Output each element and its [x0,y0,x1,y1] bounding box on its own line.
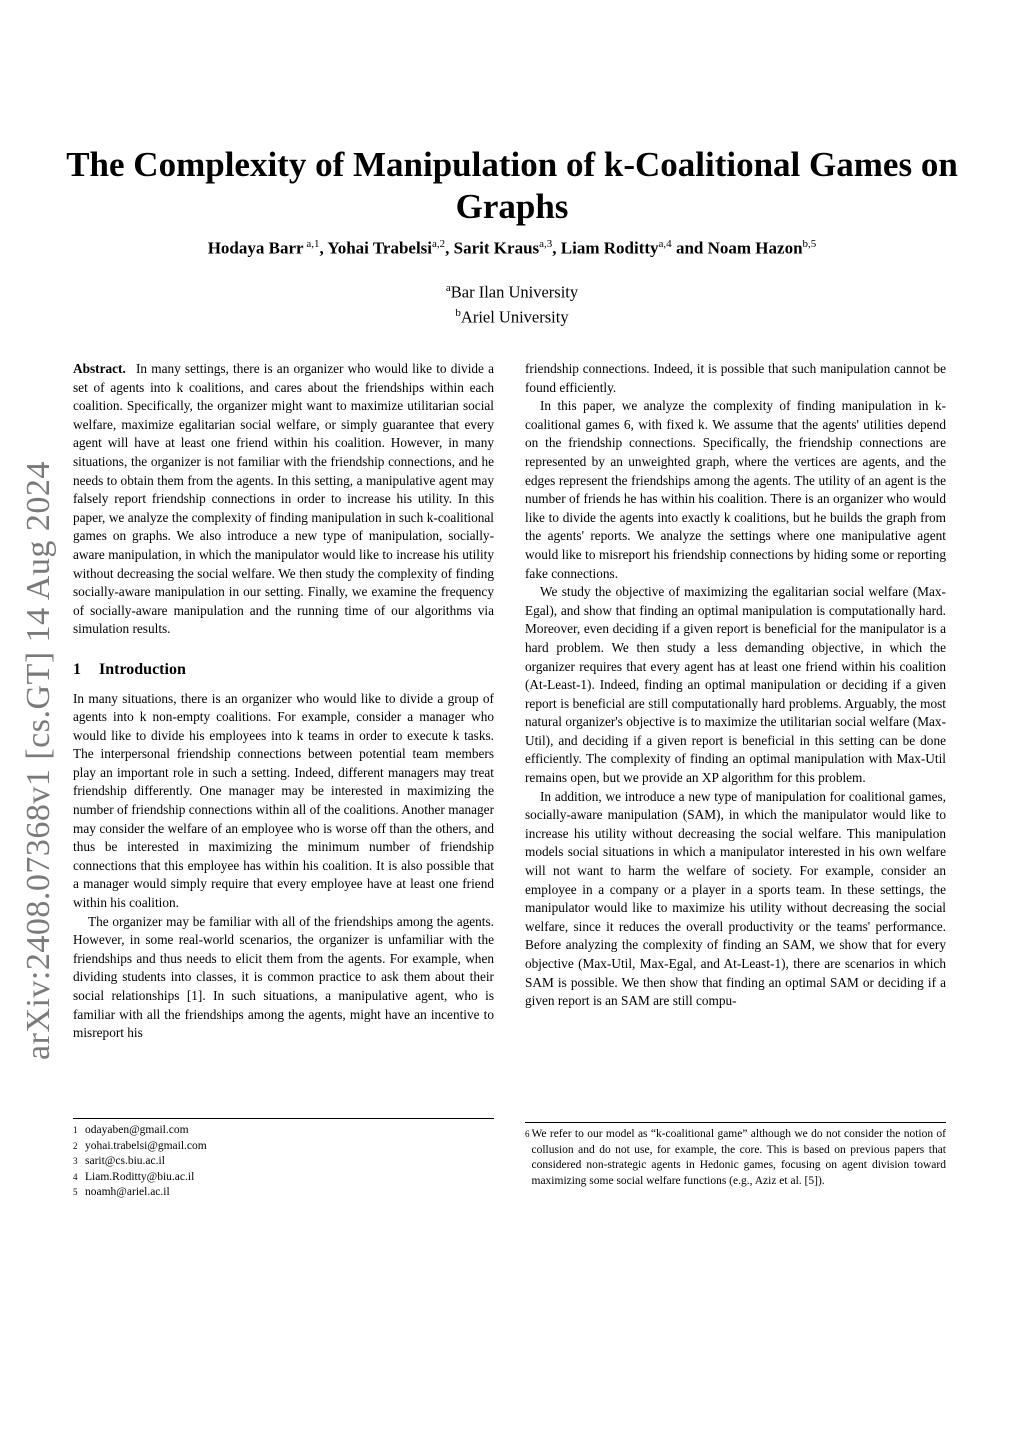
footnote-number: 5 [73,1187,78,1198]
footnote [73,1185,494,1201]
author-name: Sarit Kraus [453,238,540,258]
author-name: Noam Hazon [707,238,803,258]
footnote-number: 4 [73,1171,78,1182]
affiliation-line: $^b$Ariel University [455,306,569,326]
footnote-text: sarit@cs.biu.ac.il [85,1155,165,1168]
paper-title: The Complexity of Manipulation of k-Coalitional Games on Graphs [66,145,958,226]
paragraph: We study the objective of maximizing the egalitarian social welfare (Max-Egal), and show that finding an optimal manipulation is computationally hard. Moreover, even deciding if a given report is beneficial for the manipulator is a hard problem. We then study a less demanding objective, in which the organizer requires that every agent has at least one friend within his coalition (At-Least-1). Indeed, finding an optimal manipulation or deciding if a given report is beneficial are still computationally hard problems. Arguably, the most natural organizer's objective is to maximize the utilitarian social welfare (Max-Util), and deciding if a given report is beneficial in this setting can be done efficiently. The complexity of finding an optimal manipulation with Max-Util remains open, but we provide an XP algorithm for this problem. [525,584,946,786]
arxiv-stamp: arXiv:2408.07368v1 [cs.GT] 14 Aug 2024 [20,461,57,1060]
paragraph: In addition, we introduce a new type of manipulation for coalitional games, socially-aware manipulation (SAM), in which the manipulator would like to increase his utility without decreasing the social welfare. This manipulation models social situations in which a manipulator interested in his own welfare will not want to harm the welfare of society. For example, consider an employee in a company or a player in a sports team. In these settings, the manipulator would like to maximize his utility without decreasing the social welfare, since it reduces the overall productivity or the teams' performance. Before analyzing the complexity of finding an SAM, we show that for every objective (Max-Util, Max-Egal, and At-Least-1), there are scenarios in which SAM is possible. We then show that finding an optimal SAM or deciding if a given report is an SAM are still compu- [525,788,946,1009]
footnote [73,1154,494,1170]
author-affil-mark: a,2 [432,238,446,250]
footnote-text: yohai.trabelsi@gmail.com [85,1139,207,1152]
footnote [73,1123,494,1139]
paragraph: In many situations, there is an organizer who would like to divide a group of agents into k non-empty coalitions. For example, consider a manager who would like to divide his employees into k teams in order to execute k tasks. The interpersonal friendship connections between potential team members play an important role in such a setting. Indeed, different managers may treat friendship differently. One manager may be interested in maximizing the number of friendship connections within all of the coalitions. Another manager may consider the welfare of an employee who is worse off than the others, and thus be interested in maximizing the minimum number of friendship connections that this employee has within his coalition. It is also possible that a manager would simply require that every employee have at least one friend within his coalition. [73,690,494,911]
author-separator: , [445,238,454,258]
paragraph: In this paper, we analyze the complexity of finding manipulation in k-coalitional games 6, with fixed k. We assume that the agents' utilities depend on the friendship connections. Specifically, the friendship connections are represented by an unweighted graph, where the vertices are agents, and the edges represent the friendships among the agents. The utility of an agent is the number of friends he has within his coalition. There is an organizer who would like to divide the agents into exactly k coalitions, but he builds the graph from the agents' reports. We analyze the settings where one manipulative agent would like to misreport his friendship connections by hiding some or reporting fake connections. [525,398,946,581]
footnotes-left [73,1118,494,1201]
abstract-text: In many settings, there is an organizer who would like to divide a set of agents into k coalitions, and cares about the friendships within each coalition. Specifically, the organizer might want to maximize utilitarian social welfare, maximize egalitarian social welfare, or simply guarantee that every agent will have at least one friend within his coalition. However, in many situations, the organizer is not familiar with the friendship connections, and he needs to obtain them from the agents. In this setting, a manipulative agent may falsely report friendship connections in order to increase his utility. In this paper, we analyze the complexity of finding manipulation in such k-coalitional games on graphs. We also introduce a new type of manipulation, socially-aware manipulation, in which the manipulator would like to increase his utility without decreasing the social welfare. We then study the complexity of finding socially-aware manipulation in our setting. Finally, we examine the frequency of socially-aware manipulation and the running time of our algorithms via simulation results. [73,361,495,637]
author-name: Yohai Trabelsi [327,238,433,258]
footnote-text: Liam.Roditty@biu.ac.il [85,1170,195,1183]
paragraph: The organizer may be familiar with all of the friendships among the agents. However, in some real-world scenarios, the organizer is unfamiliar with the friendships and thus needs to elicit them from the agents. For example, when dividing students into classes, it is common practice to ask them about their social relationships [1]. In such situations, a manipulative agent, who is familiar with all the friendships among the agents, might have an incentive to misreport his [73,913,494,1041]
section-heading [73,661,494,680]
affiliations [60,278,964,327]
footnote [73,1170,494,1186]
footnote-number: 2 [73,1140,78,1151]
author-affil-mark: a,1 [303,238,320,250]
footnote-rule [525,1122,946,1123]
footnote [73,1139,494,1155]
author-separator: and [671,238,708,258]
footnote-number: 3 [73,1156,78,1167]
footnote-text: noamh@ariel.ac.il [85,1186,170,1199]
author-separator: , [319,238,328,258]
author-affil-mark: b,5 [802,238,817,250]
footnote-text: odayaben@gmail.com [85,1124,189,1136]
footnote-number: 1 [73,1125,78,1135]
author-affil-mark: a,4 [658,238,672,250]
left-column [73,360,494,1043]
author-name: Liam Roditty [560,238,659,258]
section-number: 1 [73,660,81,678]
footnote-number: 6 [525,1129,530,1139]
section-title: Introduction [99,660,186,678]
affiliation-line: $^a$Bar Ilan University [445,282,579,302]
footnote-text: We refer to our model as “k-coalitional game” although we do not consider the notion of collusion and do not use, for example, the core. This is based on previous papers that considered non-strategic agents in Hedonic games, focusing on agent division toward maximizing some social welfare functions (e.g., Aziz et al. [5]). [531,1128,946,1187]
abstract [73,360,494,639]
footnote-rule [73,1118,494,1119]
footnote [525,1127,946,1189]
author-affil-mark: a,3 [539,238,553,250]
footnotes-right [525,1122,946,1189]
abstract-label: Abstract. [73,361,126,376]
paragraph: friendship connections. Indeed, it is possible that such manipulation cannot be found efficiently. [525,361,946,395]
author-separator: , [552,238,561,258]
author-name: Hodaya Barr [207,238,304,258]
right-column [525,360,946,1011]
author-list [60,238,964,259]
